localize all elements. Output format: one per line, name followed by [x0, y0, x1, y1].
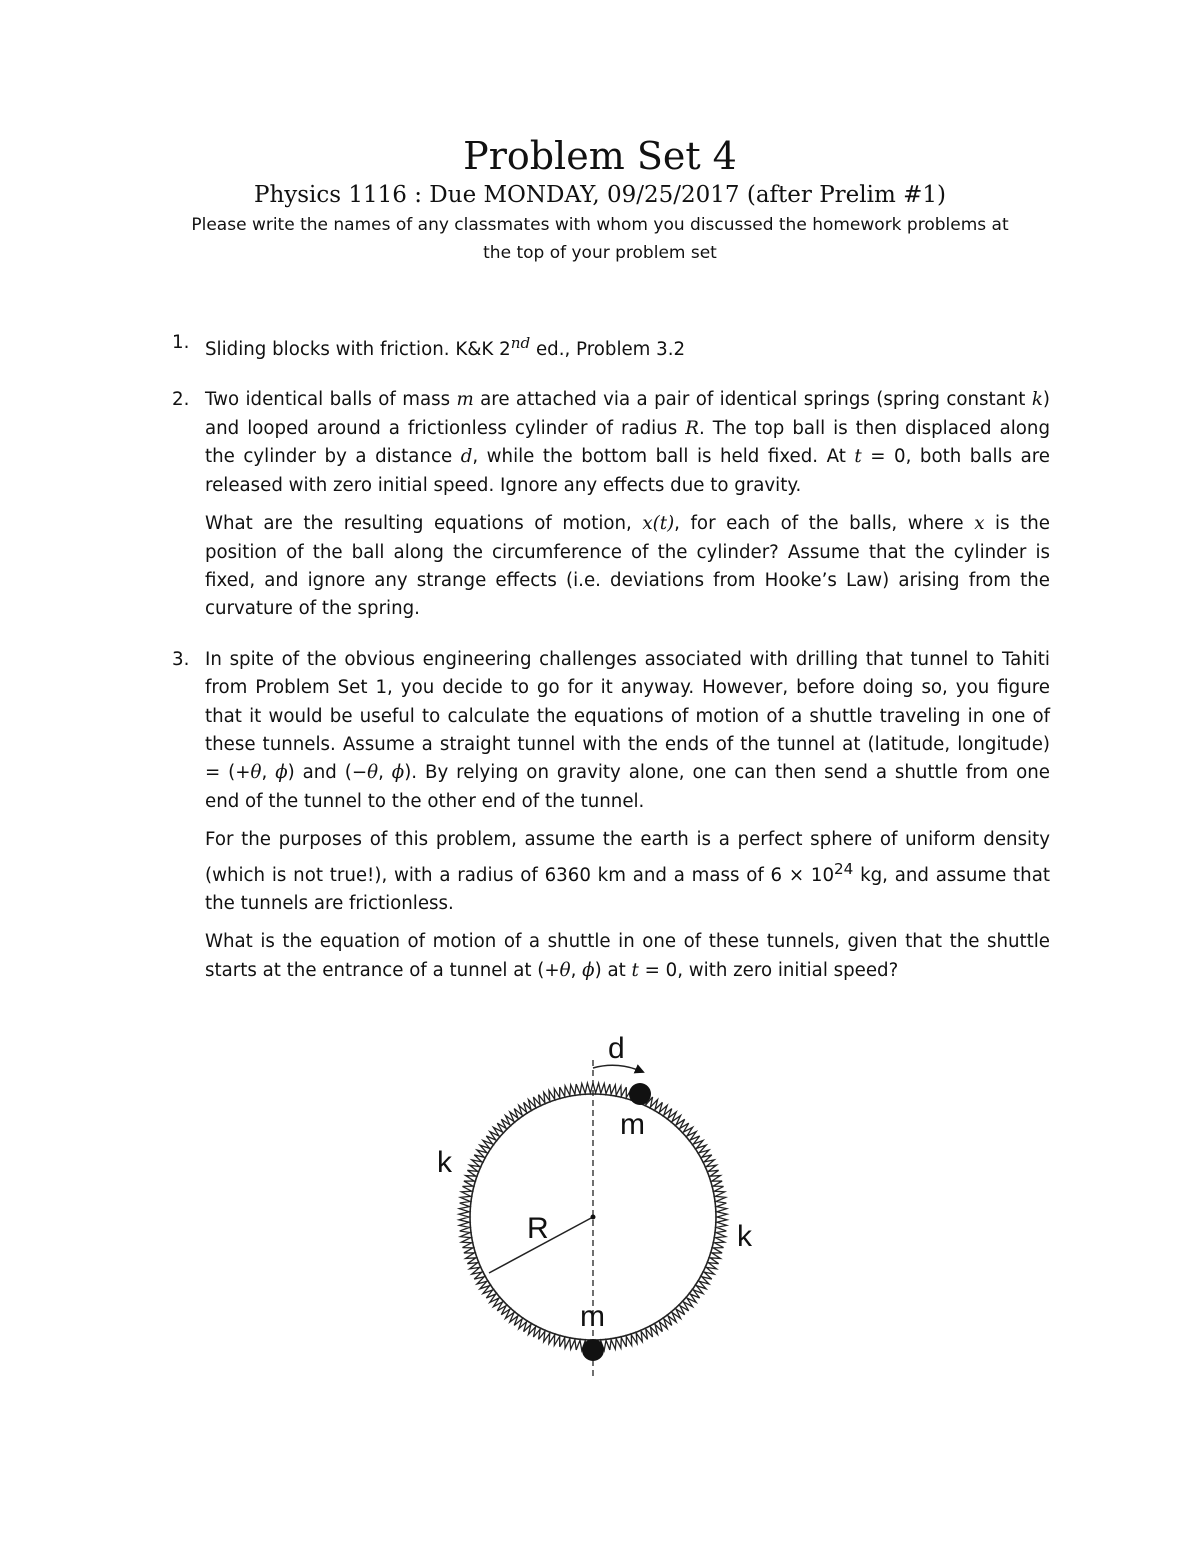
text-run: ,: [261, 762, 276, 784]
text-run: , for each of the balls, where: [674, 513, 975, 535]
math-var: d: [460, 446, 473, 468]
page-subtitle: Physics 1116 : Due MONDAY, 09/25/2017 (after Prelim #1): [253, 182, 947, 208]
text-run: For the purposes of this problem, assume the earth is a perfect sphere of uniform density (which is not true!), with a radius of 6360 km and a mass of 6 × 10: [205, 829, 1050, 886]
text-run: are attached via a pair of identical springs (spring constant: [473, 389, 1032, 411]
center-point: [591, 1215, 596, 1220]
text-run: . The top ball is then displaced along the cylinder by a distance: [205, 417, 1050, 468]
text-run: ). By relying on gravity alone, one can then send a shuttle from one end of the tunnel to the other end of the tunnel.: [205, 762, 1050, 812]
label-k-left: k: [437, 1146, 452, 1179]
text-run: is the position of the ball along the circumference of the cylinder? Assume that the cylinder is fixed, and ignore any strange effects (i.e. deviations from Hooke’s Law) arising from the curvature of the spring.: [205, 513, 1050, 620]
math-var: x: [974, 513, 985, 535]
text-run: What are the resulting equations of motion,: [205, 513, 643, 535]
math-var: ϕ: [275, 762, 288, 784]
text-run: ) and (−: [287, 762, 368, 784]
label-k-right: k: [737, 1220, 752, 1253]
math-var: ϕ: [582, 959, 595, 981]
text-run: What is the equation of motion of a shuttle in one of these tunnels, given that the shuttle starts at the entrance of a tunnel at (+: [205, 931, 1050, 981]
text-run: Two identical balls of mass: [205, 389, 457, 411]
text-run: ,: [378, 762, 392, 784]
label-d: d: [608, 1032, 625, 1065]
bottom-ball: [582, 1339, 604, 1361]
label-m-top: m: [620, 1108, 645, 1141]
math-var: x(t): [642, 513, 675, 535]
text-run: = 0, both balls are released with zero initial speed. Ignore any effects due to gravity.: [205, 446, 1050, 496]
problem-number: 3.: [172, 648, 190, 670]
top-ball: [629, 1083, 651, 1105]
text-run: In spite of the obvious engineering challenges associated with drilling that tunnel to Tahiti from Problem Set 1, you decide to go for it anyway. However, before doing so, you figure that it would be useful to calculate the equations of motion of a shuttle traveling in one of these tunnels. Assume a straight tunnel with the ends of the tunnel at (latitude, longitude) = (+: [205, 648, 1050, 784]
math-var: θ: [559, 959, 571, 981]
text-run: ,: [570, 959, 583, 981]
text-run: kg, and assume that the tunnels are frictionless.: [205, 864, 1050, 915]
note-line-2: the top of your problem set: [483, 243, 717, 263]
superscript: 24: [834, 859, 854, 878]
text-run: ) at: [594, 959, 632, 981]
superscript: nd: [510, 334, 531, 352]
text-run: ) and looped around a frictionless cylinder of radius: [205, 389, 1050, 439]
label-R: R: [527, 1212, 549, 1245]
text-run: , while the bottom ball is held fixed. At: [472, 446, 855, 468]
math-var: ϕ: [391, 762, 405, 784]
problem-number: 1.: [172, 332, 190, 353]
math-var: θ: [250, 762, 262, 784]
note-line-1: Please write the names of any classmates with whom you discussed the homework problems at: [191, 215, 1009, 235]
math-var: m: [456, 389, 474, 411]
math-var: t: [854, 446, 862, 468]
problem-number: 2.: [172, 389, 190, 411]
text-run: = 0, with zero initial speed?: [638, 959, 899, 981]
math-var: R: [685, 417, 699, 439]
displacement-arrow: [593, 1065, 643, 1072]
label-m-bottom: m: [580, 1300, 605, 1333]
math-var: θ: [367, 762, 379, 784]
math-var: k: [1031, 389, 1043, 411]
text-run: Sliding blocks with friction. K&K 2: [205, 339, 511, 361]
page-title: Problem Set 4: [463, 134, 737, 178]
text-run: ed., Problem 3.2: [530, 339, 686, 361]
math-var: t: [631, 959, 639, 981]
